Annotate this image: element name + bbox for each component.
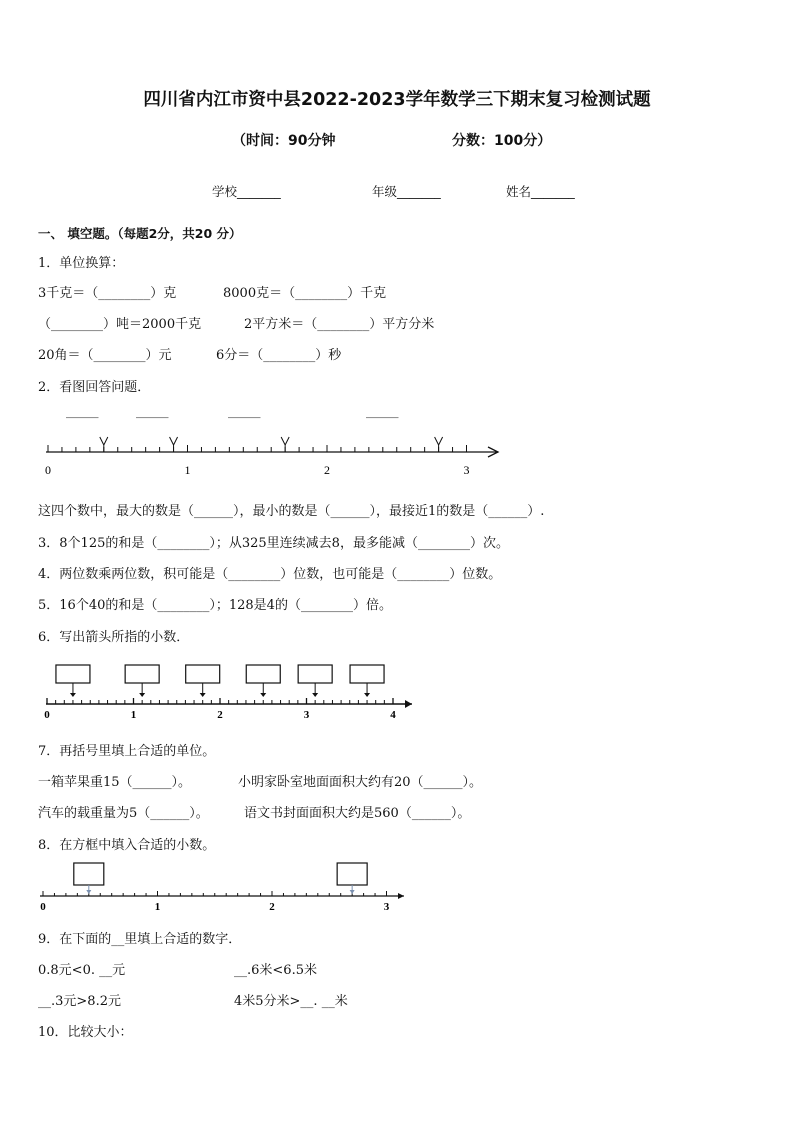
q6-arrow-head [364,693,370,697]
q6-answer-box[interactable] [56,665,90,683]
q2-tick-label: 1 [184,463,191,477]
q9-item-d: 4米5分米>__. __米 [234,994,348,1009]
q1-item-c: （________）吨＝2000千克 [38,317,202,332]
q2-arrow-marker [170,437,178,452]
q8-tick-label: 2 [269,901,275,913]
q8-tick-label: 0 [40,901,46,913]
q1-item-f: 6分＝（________）秒 [216,348,342,363]
q6-arrow-head [139,693,145,697]
q8-axis-arrowhead [398,893,404,899]
q7-stem: 7．再括号里填上合适的单位。 [38,744,216,759]
q8-number-line [0,860,794,916]
q7-item-b: 小明家卧室地面面积大约有20（______）。 [238,775,483,790]
q8-stem: 8．在方框中填入合适的小数。 [38,838,216,853]
q1-item-b: 8000克＝（________）千克 [223,286,387,301]
q6-arrow-head [312,693,318,697]
name-field: 姓名_______ [506,184,575,199]
q6-arrow-head [200,693,206,697]
q8-tick-label: 1 [154,901,161,913]
q10-stem: 10．比较大小： [38,1025,133,1040]
q5-text: 5．16个40的和是（________）；128是4的（________）倍。 [38,598,392,613]
q2-arrow-marker [435,437,443,452]
q6-answer-box[interactable] [125,665,159,683]
q9-item-c: __.3元>8.2元 [38,994,121,1009]
q6-arrow-head [70,693,76,697]
q6-axis-arrowhead [405,700,412,708]
q6-answer-box[interactable] [186,665,220,683]
q4-text: 4．两位数乘两位数，积可能是（________）位数，也可能是（________）位数。 [38,567,502,582]
q2-number-line [0,428,794,484]
q8-arrow-head [86,890,91,894]
q1-item-a: 3千克＝（________）克 [38,286,177,301]
q6-number-line [0,658,794,724]
section-heading: 一、 填空题。（每题2分，共20 分） [38,226,242,241]
q2-question: 这四个数中，最大的数是（______），最小的数是（______），最接近1的数是（______）. [38,504,545,519]
q3-text: 3．8个125的和是（________）；从325里连续减去8，最多能减（________）次。 [38,536,509,551]
q6-answer-box[interactable] [298,665,332,683]
q8-answer-box[interactable] [74,863,104,885]
q9-item-b: __.6米<6.5米 [234,963,317,978]
q6-tick-label: 1 [130,709,137,721]
q2-arrow-marker [100,437,108,452]
q1-item-d: 2平方米＝（________）平方分米 [244,317,435,332]
q6-arrow-head [260,693,266,697]
q6-tick-label: 2 [217,709,223,721]
q2-answer-blank-2: _____ [136,404,169,419]
q2-tick-label: 2 [324,463,330,477]
q6-stem: 6．写出箭头所指的小数． [38,630,190,645]
q6-tick-label: 3 [303,709,310,721]
grade-field: 年级_______ [372,184,441,199]
q7-item-d: 语文书封面面积大约是560（______）。 [244,806,471,821]
q8-tick-label: 3 [383,901,390,913]
q2-tick-label: 3 [463,463,470,477]
q1-stem: 1．单位换算： [38,256,125,271]
q2-arrow-marker [281,437,289,452]
q8-arrow-head [350,890,355,894]
exam-score: 分数：100分） [452,133,552,149]
q9-stem: 9．在下面的__里填上合适的数字． [38,932,242,947]
q6-answer-box[interactable] [350,665,384,683]
q9-item-a: 0.8元<0. __元 [38,963,126,978]
q6-tick-label: 0 [44,709,50,721]
q2-stem: 2．看图回答问题． [38,380,151,395]
q7-item-a: 一箱苹果重15（______）。 [38,775,192,790]
q6-answer-box[interactable] [246,665,280,683]
q7-item-c: 汽车的载重量为5（______）。 [38,806,209,821]
exam-time: （时间：90分钟 [232,133,336,149]
q6-tick-label: 4 [390,709,396,721]
q8-answer-box[interactable] [337,863,367,885]
school-field: 学校_______ [212,184,281,199]
q2-answer-blank-4: _____ [366,404,399,419]
q2-tick-label: 0 [45,463,51,477]
page-title: 四川省内江市资中县2022-2023学年数学三下期末复习检测试题 [143,90,651,110]
q2-answer-blank-1: _____ [66,404,99,419]
q2-answer-blank-3: _____ [228,404,261,419]
q1-item-e: 20角＝（________）元 [38,348,172,363]
